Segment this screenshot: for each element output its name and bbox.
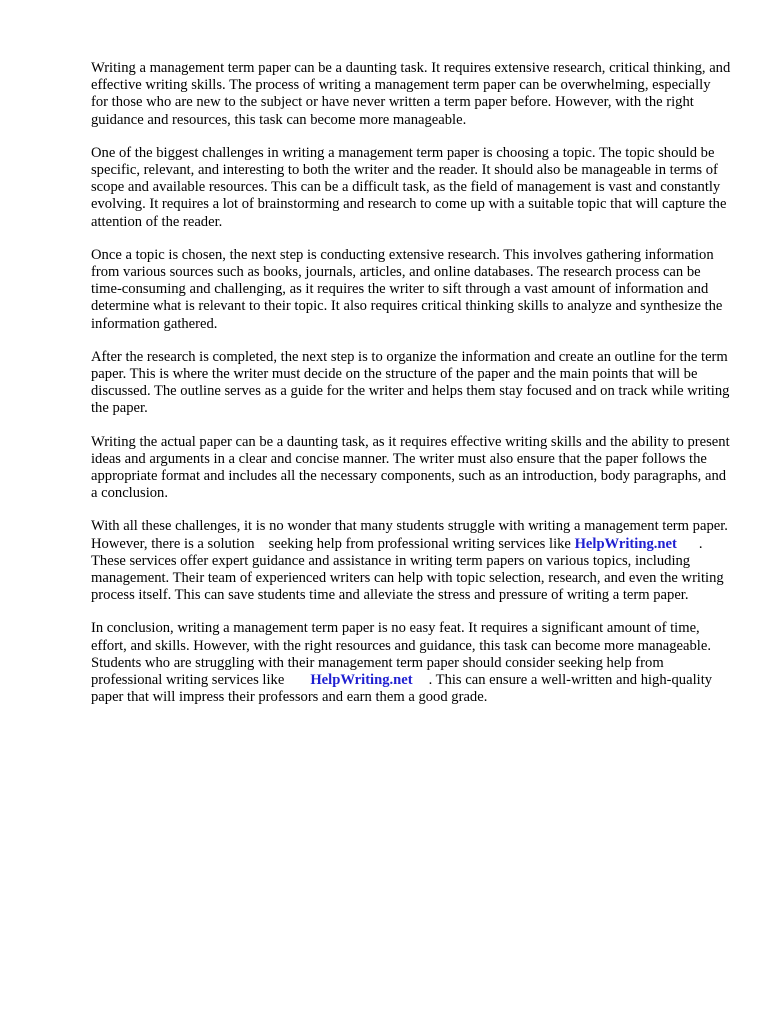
paragraph-4: After the research is completed, the next step is to organize the information and create an outline for the term paper. This is where the writer must decide on the structure of the paper and the main points that will be discussed. The outline serves as a guide for the writer and helps them stay focused and on track while writing the paper. (91, 348, 730, 417)
paragraph-1: Writing a management term paper can be a daunting task. It requires extensive research, critical thinking, and effective writing skills. The process of writing a management term paper can be overwhelming, especially for those who are new to the subject or have never written a term paper before. However, with the right guidance and resources, this task can become more manageable. (91, 60, 731, 128)
paragraph-7 (91, 620, 731, 706)
paragraph-3: Once a topic is chosen, the next step is conducting extensive research. This involves gathering information from various sources such as books, journals, articles, and online databases. The research process can be time-consuming and challenging, as it requires the writer to sift through a vast amount of information and determine what is relevant to their topic. It also requires critical thinking skills to analyze and synthesize the information gathered. (91, 246, 723, 332)
helpwriting-link[interactable]: HelpWriting.net (574, 535, 677, 552)
paragraph-6 (91, 518, 731, 604)
paragraph-6-text-end: . These services offer expert guidance and assistance in writing term papers on various topics, including management. Their team of experienced writers can help with topic selection, research, and even the writing process itself. This can save students time and alleviate the stress and pressure of writing a term paper. (91, 535, 724, 604)
paragraph-2: One of the biggest challenges in writing a management term paper is choosing a topic. The topic should be specific, relevant, and interesting to both the writer and the reader. It should also be manageable in terms of scope and available resources. This can be a difficult task, as the field of management is vast and constantly evolving. It requires a lot of brainstorming and research to come up with a suitable topic that will capture the attention of the reader. (91, 144, 727, 230)
helpwriting-link[interactable]: HelpWriting.net (310, 672, 413, 689)
document-body (91, 60, 731, 723)
paragraph-6-text-middle: seeking help from professional writing services like (268, 535, 571, 552)
paragraph-5: Writing the actual paper can be a daunting task, as it requires effective writing skills and the ability to present ideas and arguments in a clear and concise manner. The writer must also ensure that the paper follows the appropriate format and includes all the necessary components, such as an introduction, body paragraphs, and a conclusion. (91, 433, 730, 502)
paragraph-7-text-start: In conclusion, writing a management term paper is no easy feat. It requires a significant amount of time, effort, and skills. However, with the right resources and guidance, this task can become more manageable. Students who are struggling with their management term paper should consider seeking help from professional writing services like (91, 620, 711, 689)
paragraph-6-text-start: With all these challenges, it is no wonder that many students struggle with writing a management term paper. However, there is a solution (91, 518, 728, 552)
paragraph-7-text-end: . This can ensure a well-written and high-quality paper that will impress their professors and earn them a good grade. (91, 672, 713, 706)
